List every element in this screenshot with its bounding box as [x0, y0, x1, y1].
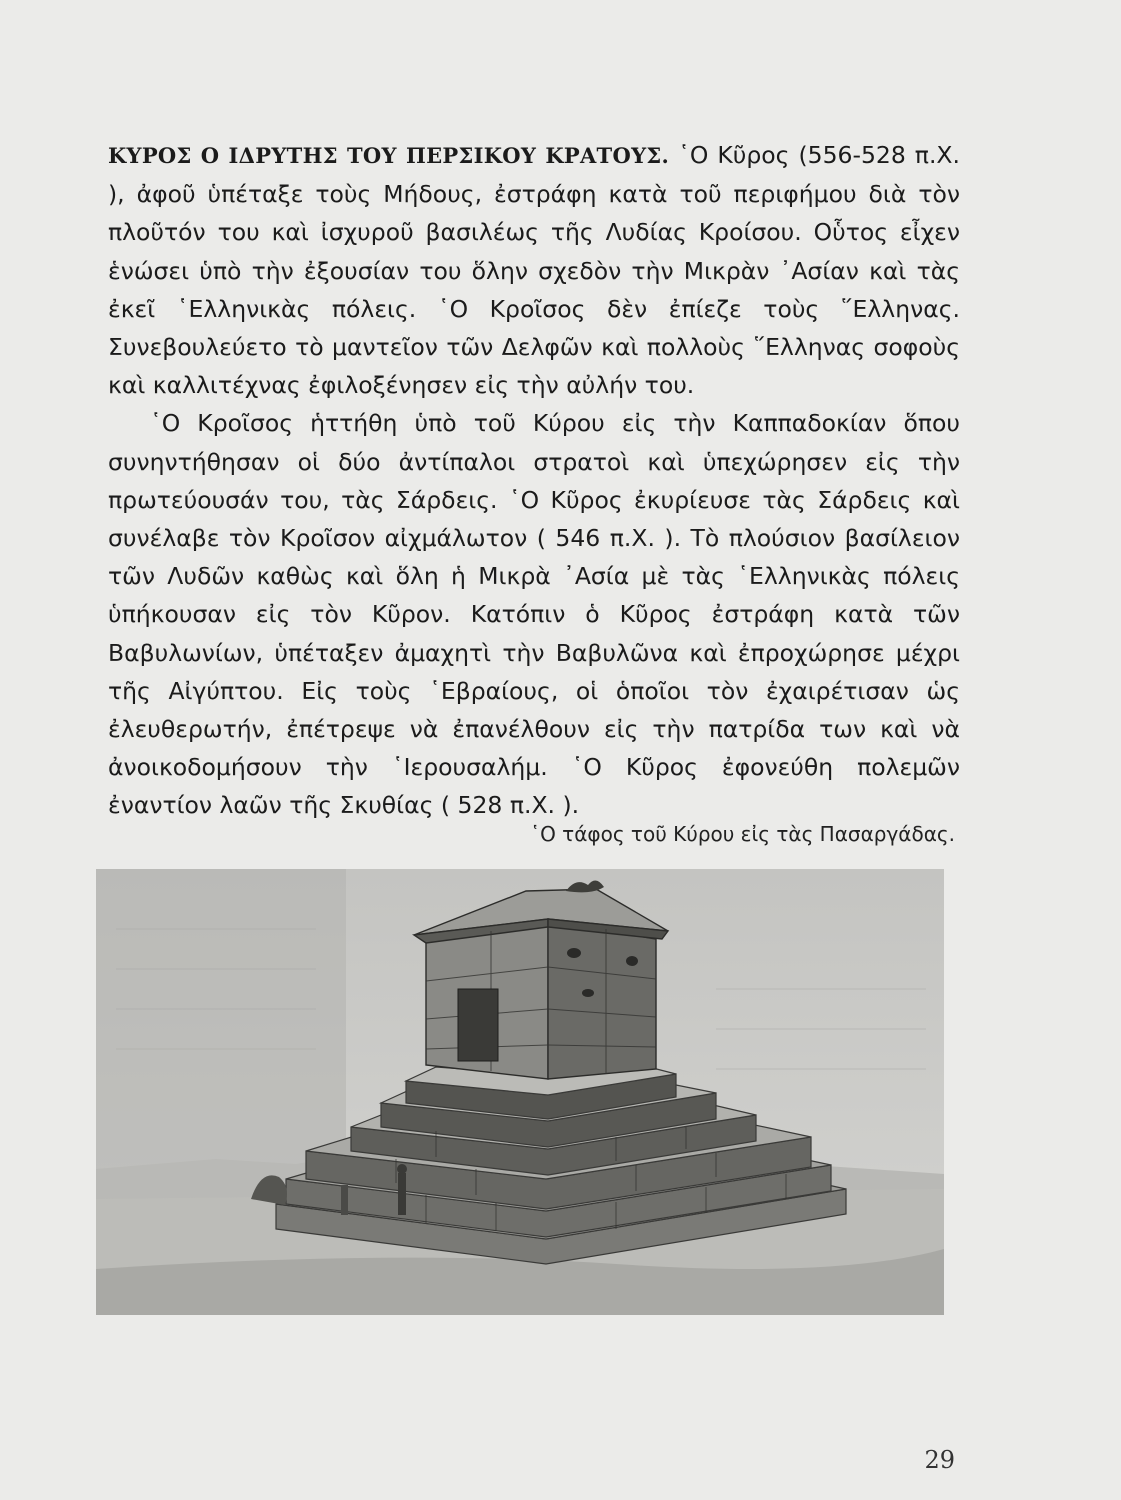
paragraph-2: ῾Ο Κροῖσος ἡττήθη ὑπὸ τοῦ Κύρου εἰς τὴν Καππαδοκίαν ὅπου συνηντήθησαν οἱ δύο ἀντίπαλοι στρατοὶ καὶ ὑπεχώρησεν εἰς τὴν πρωτεύουσάν του, τὰς Σάρδεις. ῾Ο Κῦρος ἐκυρίευσε τὰς Σάρδεις καὶ συνέλαβε τὸν Κροῖσον αἰχμάλωτον ( 546 π.Χ. ). Τὸ πλούσιον βασίλειον τῶν Λυδῶν καθὼς καὶ ὅλη ἡ Μικρὰ ᾿Ασία μὲ τὰς ῾Ελληνικὰς πόλεις ὑπήκουσαν εἰς τὸν Κῦρον. Κατόπιν ὁ Κῦρος ἐστράφη κατὰ τῶν Βαβυλωνίων, ὑπέταξεν ἀμαχητὶ τὴν Βαβυλῶνα καὶ ἐπροχώρησε μέχρι τῆς Αἰγύπτου. Εἰς τοὺς ῾Εβραίους, οἱ ὁποῖοι τὸν ἐχαιρέτισαν ὡς ἐλευθερωτήν, ἐπέτρεψε νὰ ἐπανέλθουν εἰς τὴν πατρίδα των καὶ νὰ ἀνοικοδομήσουν τὴν ῾Ιερουσαλήμ. ῾Ο Κῦρος ἐφονεύθη πολεμῶν ἐναντίον λαῶν τῆς Σκυθίας ( 528 π.Χ. ). [108, 409, 960, 820]
body-text [108, 136, 960, 825]
figure-caption: ῾Ο τάφος τοῦ Κύρου εἰς τὰς Πασαργάδας. [530, 822, 955, 846]
paragraph-1-text: ῾Ο Κῦρος (556-528 π.Χ. ), ἀφοῦ ὑπέταξε τοὺς Μήδους, ἐστράφη κατὰ τοῦ περιφήμου διὰ τὸν πλοῦτόν του καὶ ἰσχυροῦ βασιλέως τῆς Λυδίας Κροίσου. Οὗτος εἶχεν ἑνώσει ὑπὸ τὴν ἐξουσίαν του ὅλην σχεδὸν τὴν Μικρὰν ᾿Ασίαν καὶ τὰς ἐκεῖ ῾Ελληνικὰς πόλεις. ῾Ο Κροῖσος δὲν ἐπίεζε τοὺς ῞Ελληνας. Συνεβουλεύετο τὸ μαντεῖον τῶν Δελφῶν καὶ πολλοὺς ῞Ελληνας σοφοὺς καὶ καλλιτέχνας ἐφιλοξένησεν εἰς τὴν αὐλήν του. [108, 141, 960, 400]
tomb-of-cyrus-illustration [96, 869, 944, 1315]
paragraph-1 [108, 136, 960, 404]
page-number: 29 [924, 1446, 955, 1474]
section-heading: ΚΥΡΟΣ Ο ΙΔΡΥΤΗΣ ΤΟΥ ΠΕΡΣΙΚΟΥ ΚΡΑΤΟΥΣ. [108, 143, 670, 168]
